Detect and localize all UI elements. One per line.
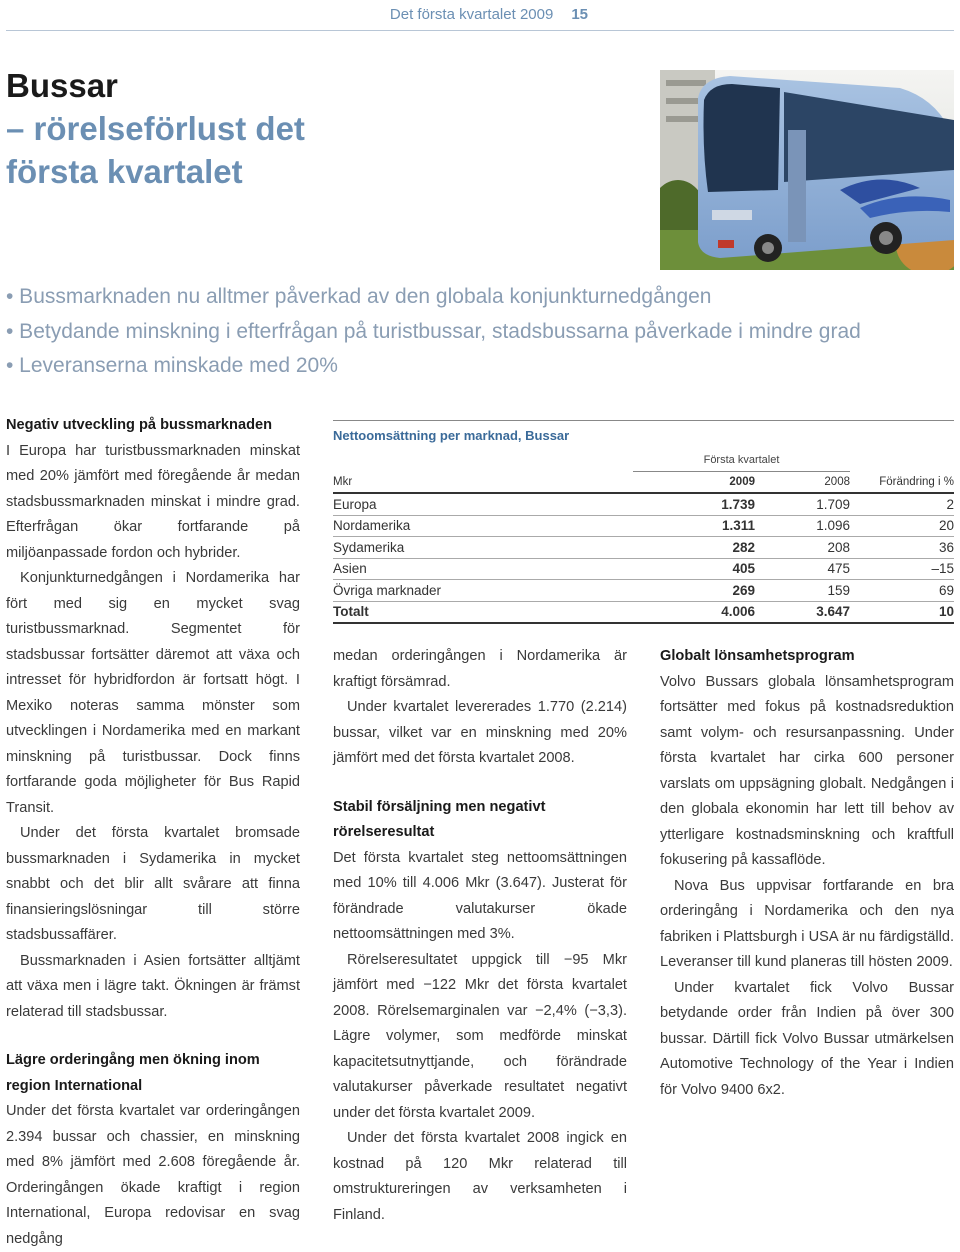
total-row bbox=[333, 601, 954, 623]
section-heading: Globalt lönsamhetsprogram bbox=[660, 648, 855, 664]
section-title: Det första kvartalet 2009 bbox=[389, 6, 554, 23]
value-change: 69 bbox=[850, 580, 954, 602]
value-2008: 1.096 bbox=[755, 515, 850, 537]
market-name: Nordamerika bbox=[333, 515, 633, 537]
paragraph: Det första kvartalet steg nettoomsättningen med 10% till 4.006 Mkr (3.647). Justerat för förändrade valutakurser ökade nettoomsättningen med 3%. bbox=[333, 849, 627, 942]
total-2008: 3.647 bbox=[755, 601, 850, 623]
title-line-2: – rörelseförlust det bbox=[6, 110, 305, 147]
paragraph: Under det första kvartalet var orderingången 2.394 bussar och chassier, en minskning med 8% jämfört med 2.608 föregående år. Orderingången ökade kraftigt i region International, Europa redovisar en svag nedgång bbox=[6, 1103, 300, 1247]
market-name: Asien bbox=[333, 558, 633, 580]
table-row bbox=[333, 515, 954, 537]
paragraph: Under kvartalet levererades 1.770 (2.214) bussar, vilket var en minskning med 20% jämfört med det första kvartalet 2008. bbox=[333, 699, 627, 766]
title-line-1: Bussar bbox=[6, 67, 118, 104]
value-change: 36 bbox=[850, 537, 954, 559]
value-2009: 269 bbox=[633, 580, 755, 602]
summary-bullets bbox=[6, 280, 861, 384]
col-header-2008: 2008 bbox=[755, 471, 850, 493]
paragraph: Nova Bus uppvisar fortfarande en bra orderingång i Nordamerika och den nya fabriken i Plattsburgh i USA är nu färdigställd. Leveranser till kund planeras till hösten 2009. bbox=[660, 877, 954, 970]
paragraph: Under kvartalet fick Volvo Bussar betydande order från Indien på över 300 bussar. Därtill fick Volvo Bussar utmärkelsen Automotive Technology of the Year i Indien för Volvo 9400 6x2. bbox=[660, 979, 954, 1098]
paragraph: Under det första kvartalet 2008 ingick en kostnad på 120 Mkr relaterad till omstruktureringen av verksamheten i Finland. bbox=[333, 1130, 627, 1223]
column-1 bbox=[6, 413, 300, 1252]
value-change: 20 bbox=[850, 515, 954, 537]
market-name: Europa bbox=[333, 493, 633, 515]
bullet-item: • Leveranserna minskade med 20% bbox=[6, 354, 338, 377]
paragraph: Under det första kvartalet bromsade bussmarknaden i Sydamerika in mycket snabbt och det blir allt svårare att finna finansieringslösningar till större stadsbussaffärer. bbox=[6, 825, 300, 943]
col-header-2009: 2009 bbox=[633, 471, 755, 493]
column-3 bbox=[660, 644, 954, 1103]
section-heading: Negativ utveckling på bussmarknaden bbox=[6, 417, 273, 433]
page-number: 15 bbox=[571, 6, 588, 23]
value-2009: 282 bbox=[633, 537, 755, 559]
table-row bbox=[333, 558, 954, 580]
page-header bbox=[390, 6, 588, 23]
value-2008: 159 bbox=[755, 580, 850, 602]
bullet-item: • Bussmarknaden nu alltmer påverkad av den globala konjunkturnedgången bbox=[6, 285, 712, 308]
value-2009: 1.311 bbox=[633, 515, 755, 537]
table-title: Nettoomsättning per marknad, Bussar bbox=[333, 428, 570, 443]
total-change: 10 bbox=[850, 601, 954, 623]
total-label: Totalt bbox=[333, 601, 633, 623]
unit-label: Mkr bbox=[333, 471, 633, 493]
paragraph: Volvo Bussars globala lönsamhetsprogram fortsätter med fokus på kostnadsreduktion samt volym- och resursanpassning. Under första kvartalet har cirka 600 personer varslats om uppsägning globalt. Nedgången i den globala ekonomin har lett till behov av ytterligare kostnadsminskning och kraftfull fokusering på kassaflöde. bbox=[660, 673, 954, 868]
column-2 bbox=[333, 644, 627, 1228]
table-row bbox=[333, 537, 954, 559]
paragraph: Bussmarknaden i Asien fortsätter alltjämt att växa men i lägre takt. Ökningen är främst relaterad till stadsbussar. bbox=[6, 952, 300, 1020]
paragraph: Rörelseresultatet uppgick till −95 Mkr jämfört med −122 Mkr det första kvartalet 2008. Rörelsemarginalen var −2,4% (−3,3). Lägre volymer, som medförde minskat kapacitetsutnyttjande, och förändrade valutakurser påverkade resultatet negativt under det första kvartalet 2009. bbox=[333, 951, 627, 1121]
table-row bbox=[333, 580, 954, 602]
value-2009: 405 bbox=[633, 558, 755, 580]
market-name: Övriga marknader bbox=[333, 580, 633, 602]
title-line-3: första kvartalet bbox=[6, 153, 243, 190]
value-change: –15 bbox=[850, 558, 954, 580]
header-divider bbox=[6, 30, 954, 31]
paragraph: medan orderingången i Nordamerika är kraftigt försämrad. bbox=[333, 648, 627, 690]
value-2008: 475 bbox=[755, 558, 850, 580]
paragraph: I Europa har turistbussmarknaden minskat med 20% jämfört med föregående år medan stadsbussmarknaden minskat i mindre grad. Efterfrågan ökar fortfarande på miljöanpassade fordon och hybrider. bbox=[6, 442, 300, 561]
market-name: Sydamerika bbox=[333, 537, 633, 559]
col-header-change: Förändring i % bbox=[850, 471, 954, 493]
table-row bbox=[333, 493, 954, 515]
paragraph: Konjunkturnedgången i Nordamerika har fört med sig en mycket svag turistbussmarknad. Segmentet för stadsbussar fortsätter däremot att växa och intresset för hybridfordon är fortsatt högt. I Mexiko noteras samma mönster som utvecklingen i Nordamerika med en markant minskning på turistbussar. Dock finns fortfarande goda möjligheter för Bus Rapid Transit. bbox=[6, 570, 300, 816]
value-2009: 1.739 bbox=[633, 493, 755, 515]
period-header: Första kvartalet bbox=[633, 450, 850, 471]
market-sales-table bbox=[333, 420, 954, 624]
value-change: 2 bbox=[850, 493, 954, 515]
section-heading: Lägre orderingång men ökning inom region International bbox=[6, 1052, 260, 1094]
bullet-item: • Betydande minskning i efterfrågan på turistbussar, stadsbussarna påverkade i mindre grad bbox=[6, 319, 861, 343]
section-heading: Stabil försäljning men negativt rörelseresultat bbox=[333, 798, 546, 840]
value-2008: 1.709 bbox=[755, 493, 850, 515]
page-title bbox=[6, 64, 305, 193]
value-2008: 208 bbox=[755, 537, 850, 559]
total-2009: 4.006 bbox=[633, 601, 755, 623]
bus-photo bbox=[660, 70, 954, 270]
